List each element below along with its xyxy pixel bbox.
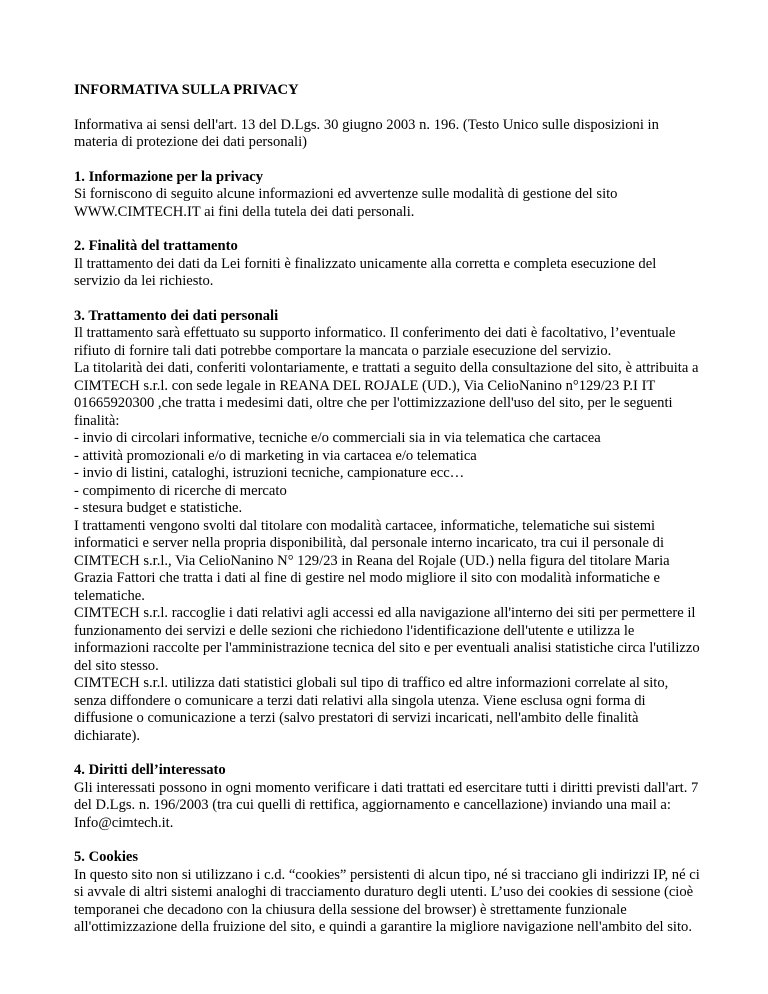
section-paragraph: Il trattamento dei dati da Lei forniti è finalizzato unicamente alla corretta e completa esecuzione del servizio da lei richiesto.	[74, 255, 657, 289]
section-paragraph: CIMTECH s.r.l. raccoglie i dati relativi agli accessi ed alla navigazione all'interno dei siti per permettere il funzionamento dei servizi e delle sezioni che richiedono l'identificazione dell'utente e utilizza le informazioni raccolte per l'amministrazione tecnica del sito e per eventuali analisi statistiche circa l'utilizzo del sito stesso.	[74, 605, 700, 674]
section-trattamento	[74, 308, 700, 746]
document-title: INFORMATIVA SULLA PRIVACY	[74, 82, 299, 98]
section-heading: 1. Informazione per la privacy	[74, 168, 264, 185]
list-item: - compimento di ricerche di mercato	[74, 482, 287, 499]
section-paragraph: CIMTECH s.r.l. utilizza dati statistici globali sul tipo di traffico ed altre informazioni correlate al sito, senza diffondere o comunicare a terzi dati relativi alla singola utenza. Viene esclusa ogni forma di diffusione o comunicazione a terzi (salvo prestatori di servizi incaricati, nell'ambito delle finalità dichiarate).	[74, 675, 669, 744]
privacy-document	[74, 82, 700, 954]
section-heading: 5. Cookies	[74, 849, 139, 865]
section-paragraph: Il trattamento sarà effettuato su supporto informatico. Il conferimento dei dati è facoltativo, l’eventuale rifiuto di fornire tali dati potrebbe comportare la mancata o parziale esecuzione del servizio.	[74, 325, 676, 359]
list-item: - invio di circolari informative, tecniche e/o commerciali sia in via telematica che cartacea	[74, 430, 601, 446]
section-paragraph: Gli interessati possono in ogni momento verificare i dati trattati ed esercitare tutti i diritti previsti dall'art. 7 del D.Lgs. n. 196/2003 (tra cui quelli di rettifica, aggiornamento e cancellazione) inviando una mail a: Info@cimtech.it.	[74, 779, 699, 831]
list-item: - stesura budget e statistiche.	[74, 500, 243, 516]
section-heading: 2. Finalità del trattamento	[74, 238, 238, 254]
list-item: - invio di listini, cataloghi, istruzioni tecniche, campionature ecc…	[74, 465, 465, 481]
list-item: - attività promozionali e/o di marketing in via cartacea e/o telematica	[74, 447, 477, 464]
section-cookies	[74, 849, 700, 937]
section-heading: 3. Trattamento dei dati personali	[74, 307, 279, 324]
section-paragraph: I trattamenti vengono svolti dal titolare con modalità cartacee, informatiche, telematiche sui sistemi informatici e server nella propria disponibilità, dal personale interno incaricato, tra cui il personale di CIMTECH s.r.l., Via CelioNanino N° 129/23 in Reana del Rojale (UD.) nella figura del titolare Maria Grazia Fattori che tratta i dati al fine di gestire nel modo migliore il sito con modalità informatiche e telematiche.	[74, 517, 670, 604]
document-intro: Informativa ai sensi dell'art. 13 del D.Lgs. 30 giugno 2003 n. 196. (Testo Unico sulle disposizioni in materia di protezione dei dati personali)	[74, 116, 659, 150]
section-diritti	[74, 762, 700, 832]
section-paragraph: La titolarità dei dati, conferiti volontariamente, e trattati a seguito della consultazione del sito, è attribuita a CIMTECH s.r.l. con sede legale in REANA DEL ROJALE (UD.), Via CelioNanino n°129/23 P.I IT 01665920300 ,che tratta i medesimi dati, oltre che per l'ottimizzazione dell'uso del sito, per le seguenti finalità:	[74, 360, 699, 429]
section-paragraph: Si forniscono di seguito alcune informazioni ed avvertenze sulle modalità di gestione del sito WWW.CIMTECH.IT ai fini della tutela dei dati personali.	[74, 186, 618, 220]
section-paragraph: In questo sito non si utilizzano i c.d. “cookies” persistenti di alcun tipo, né si tracciano gli indirizzi IP, né ci si avvale di altri sistemi analoghi di tracciamento duraturo degli utenti. L’uso dei cookies di sessione (cioè temporanei che decadono con la chiusura della sessione del browser) è strettamente funzionale all'ottimizzazione della fruizione del sito, e quindi a garantire la migliore navigazione nell'ambito del sito.	[74, 866, 700, 935]
section-heading: 4. Diritti dell’interessato	[74, 762, 226, 778]
section-finalita	[74, 238, 700, 291]
section-informazione	[74, 169, 700, 222]
